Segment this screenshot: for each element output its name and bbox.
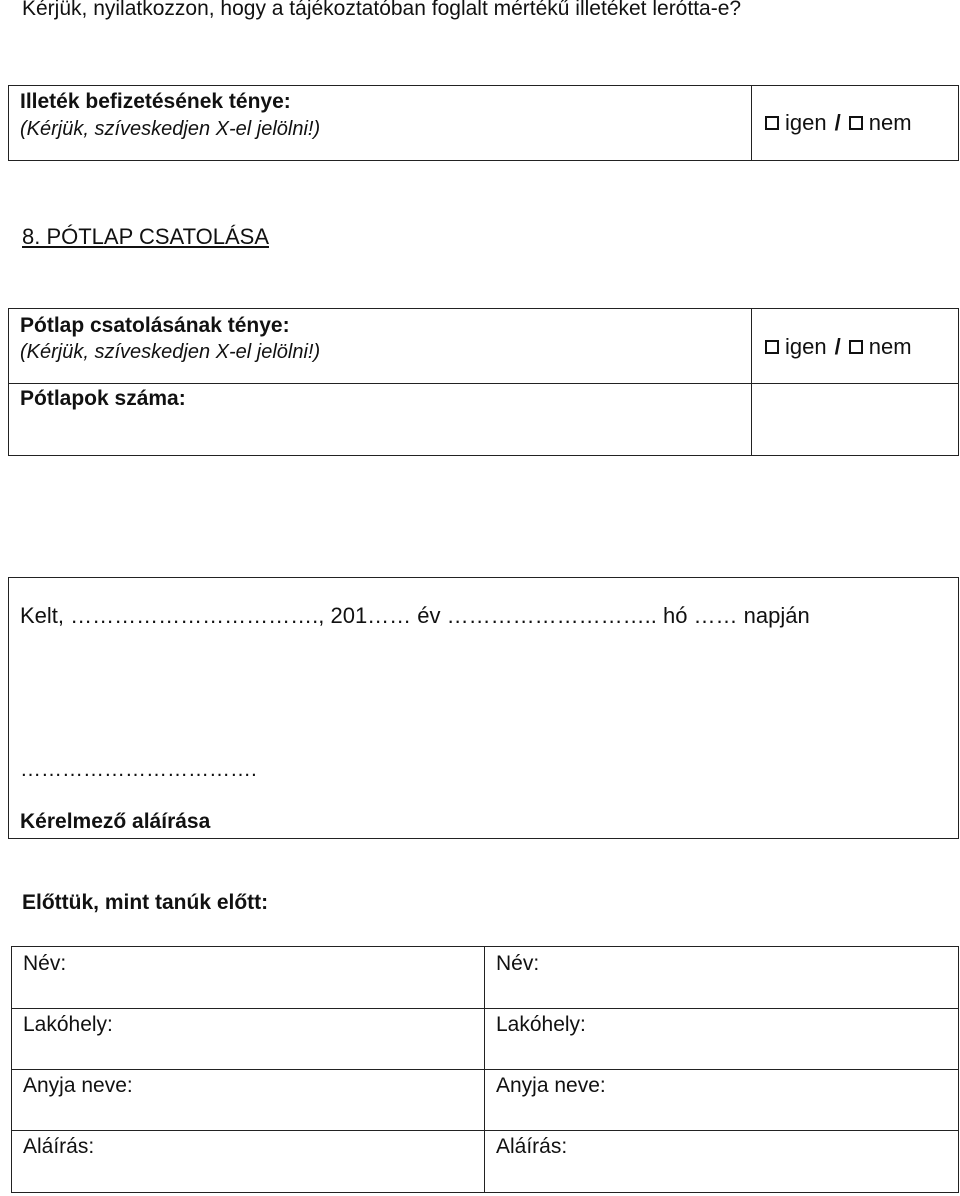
fee-no-label: nem [868, 110, 912, 135]
top-question: Kérjük, nyilatkozzon, hogy a tájékoztatóban foglalt mértékű illetéket lerótta-e? [22, 0, 742, 20]
applicant-signature-label: Kérelmező aláírása [20, 810, 211, 833]
attachment-no-label: nem [868, 334, 912, 359]
witness-row-divider-1 [11, 1008, 959, 1009]
fee-yes-checkbox[interactable] [765, 116, 779, 130]
witness-heading: Előttük, mint tanúk előtt: [22, 891, 269, 914]
fee-payment-choice [765, 110, 912, 136]
witness2-residence-label: Lakóhely: [496, 1013, 586, 1036]
attachment-no-checkbox[interactable] [849, 340, 863, 354]
witness1-residence-label: Lakóhely: [23, 1013, 113, 1036]
witness2-signature-label: Aláírás: [496, 1135, 568, 1158]
date-line[interactable]: Kelt, ……………………………., 201…… év ……………………….. hó …… napján [20, 603, 810, 628]
witness1-name-label: Név: [23, 952, 67, 975]
fee-table-divider [751, 85, 752, 161]
fee-separator: / [834, 110, 841, 135]
witness2-mother-label: Anyja neve: [496, 1074, 606, 1097]
attachment-separator: / [834, 334, 841, 359]
witness1-signature-label: Aláírás: [23, 1135, 95, 1158]
attachment-count-field[interactable] [760, 392, 950, 448]
section8-heading: 8. PÓTLAP CSATOLÁSA [22, 224, 269, 249]
attachment-yes-checkbox[interactable] [765, 340, 779, 354]
witness2-name-label: Név: [496, 952, 540, 975]
witness-row-divider-2 [11, 1069, 959, 1070]
attachment-label: Pótlap csatolásának ténye: [20, 314, 290, 337]
fee-payment-hint: (Kérjük, szíveskedjen X-el jelölni!) [20, 118, 321, 140]
witness1-mother-label: Anyja neve: [23, 1074, 133, 1097]
attachment-table-row-divider [8, 383, 959, 384]
fee-payment-label: Illeték befizetésének ténye: [20, 90, 291, 113]
attachment-table-divider [751, 308, 752, 456]
attachment-choice [765, 334, 912, 360]
witness-row-divider-3 [11, 1130, 959, 1131]
attachment-yes-label: igen [785, 334, 827, 359]
fee-yes-label: igen [785, 110, 827, 135]
attachment-hint: (Kérjük, szíveskedjen X-el jelölni!) [20, 341, 321, 363]
attachment-count-label: Pótlapok száma: [20, 387, 186, 410]
signature-dots: ……………………………. [20, 758, 257, 781]
fee-no-checkbox[interactable] [849, 116, 863, 130]
